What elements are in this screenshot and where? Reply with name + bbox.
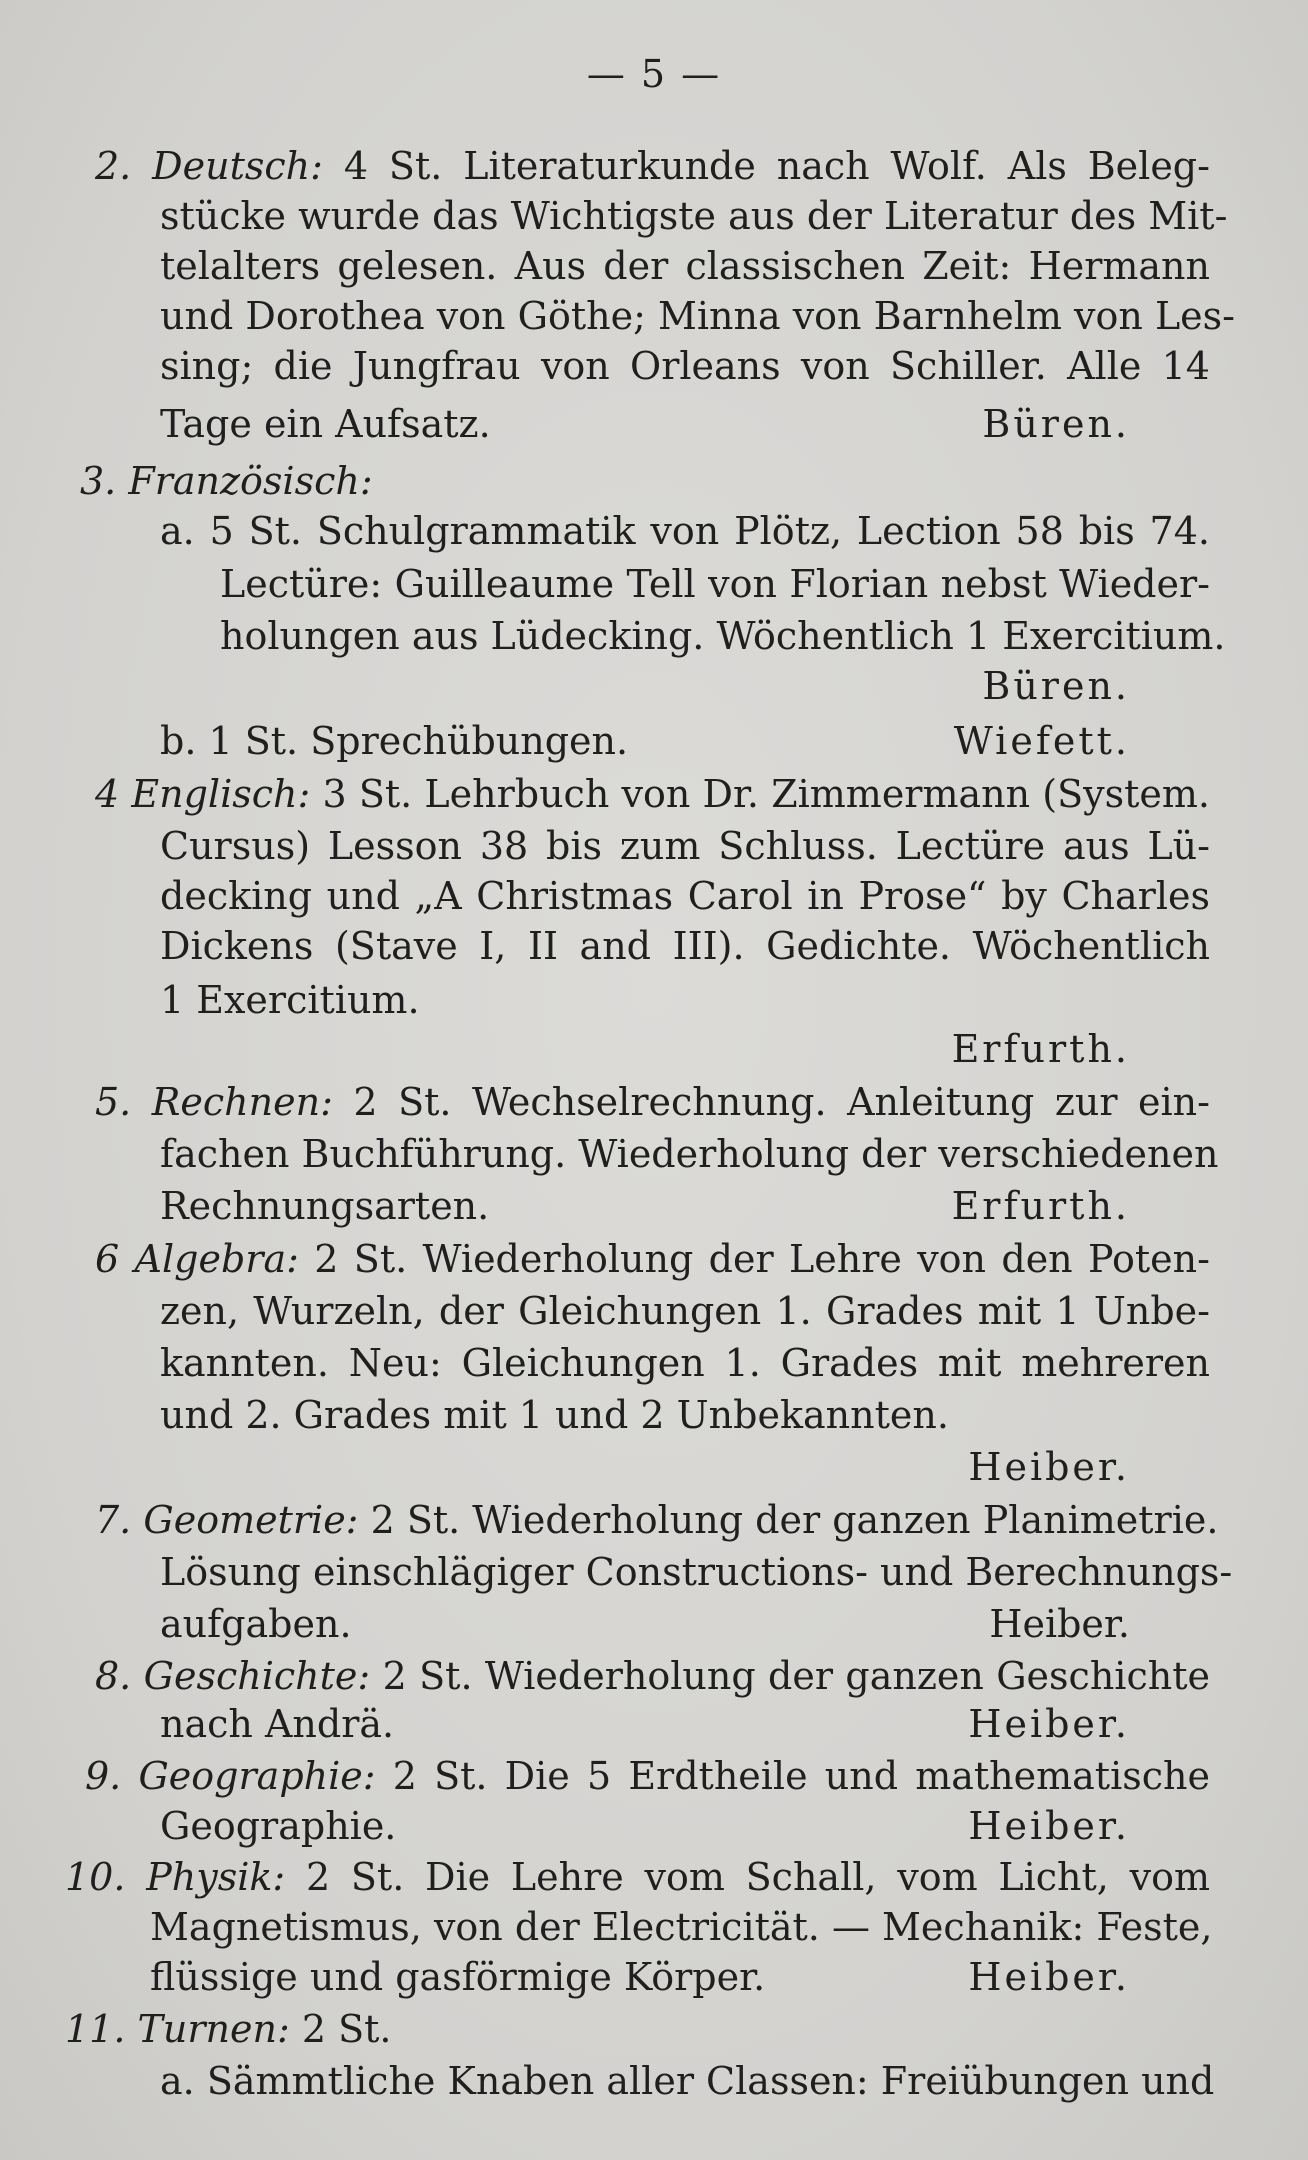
entry-englisch-line-1 <box>95 770 1210 818</box>
entry-number: 3. <box>80 459 117 503</box>
entry-physik-line-3: flüssige und gasförmige Körper. <box>150 1955 766 1999</box>
entry-turnen-a-line-1 <box>160 2057 1215 2105</box>
entry-deutsch-line-1 <box>95 142 1210 190</box>
entry-turnen-line-1 <box>65 2005 392 2053</box>
entry-text: Sämmtliche Knaben aller Classen: Freiübungen und <box>206 2059 1215 2103</box>
entry-algebra-line-4: und 2. Grades mit 1 und 2 Unbekannten. <box>160 1393 949 1437</box>
entry-text: 2 St. Wiederholung der ganzen Geschichte <box>382 1654 1210 1698</box>
teacher-name: Heiber. <box>989 1602 1130 1646</box>
entry-geographie-line-1 <box>85 1752 1210 1800</box>
entry-geometrie-line-2: Lösung einschlägiger Constructions- und Berechnungs- <box>160 1550 1233 1594</box>
entry-algebra-line-2: zen, Wurzeln, der Gleichungen 1. Grades mit 1 Unbe- <box>160 1289 1210 1333</box>
subject-deutsch: Deutsch: <box>152 144 323 188</box>
sub-label: a. <box>160 509 195 553</box>
teacher-name: Erfurth. <box>951 1027 1130 1071</box>
teacher-name: Erfurth. <box>951 1184 1130 1228</box>
teacher-name: Heiber. <box>968 1445 1130 1489</box>
entry-englisch-line-2: Cursus) Lesson 38 bis zum Schluss. Lectüre aus Lü- <box>160 824 1210 868</box>
entry-number: 7. <box>95 1498 132 1542</box>
entry-rechnen-line-1 <box>95 1078 1210 1126</box>
entry-text: 4 St. Literaturkunde nach Wolf. Als Beleg- <box>343 144 1210 188</box>
page-number: — 5 — <box>586 52 722 96</box>
subject-englisch: Englisch: <box>131 772 311 816</box>
entry-number: 11. <box>65 2007 126 2051</box>
subject-geschichte: Geschichte: <box>143 1654 371 1698</box>
entry-englisch-line-3: decking und „A Christmas Carol in Prose“ by Charles <box>160 874 1210 918</box>
entry-text: 2 St. Wechselrechnung. Anleitung zur ein- <box>353 1080 1210 1124</box>
entry-number: 10. <box>65 1855 126 1899</box>
entry-number: 9. <box>85 1754 122 1798</box>
entry-number: 4 <box>95 772 120 816</box>
teacher-name: Heiber. <box>968 1804 1130 1848</box>
subject-geometrie: Geometrie: <box>143 1498 359 1542</box>
entry-text: 5 St. Schulgrammatik von Plötz, Lection 58 bis 74. <box>209 509 1210 553</box>
entry-number: 5. <box>95 1080 132 1124</box>
entry-englisch-line-5: 1 Exercitium. <box>160 978 420 1022</box>
entry-physik-line-1 <box>65 1853 1210 1901</box>
subject-algebra: Algebra: <box>134 1237 299 1281</box>
entry-franzoesisch-a-line-2: Lectüre: Guilleaume Tell von Florian nebst Wieder- <box>220 562 1210 606</box>
teacher-name: Wiefett. <box>953 719 1130 763</box>
entry-algebra-line-1 <box>95 1235 1210 1283</box>
entry-deutsch-line-3: telalters gelesen. Aus der classischen Zeit: Hermann <box>160 244 1210 288</box>
entry-text: 2 St. Wiederholung der ganzen Planimetrie. <box>370 1498 1219 1542</box>
entry-geschichte-line-2: nach Andrä. <box>160 1702 395 1746</box>
entry-rechnen-line-3: Rechnungsarten. <box>160 1184 490 1228</box>
entry-englisch-line-4: Dickens (Stave I, II and III). Gedichte. Wöchentlich <box>160 924 1210 968</box>
entry-text: 2 St. <box>301 2007 392 2051</box>
entry-deutsch-line-2: stücke wurde das Wichtigste aus der Literatur des Mit- <box>160 194 1228 238</box>
subject-physik: Physik: <box>146 1855 286 1899</box>
entry-franzoesisch-b-line <box>160 717 628 765</box>
entry-text: 3 St. Lehrbuch von Dr. Zimmermann (System. <box>322 772 1210 816</box>
entry-text: 2 St. Die 5 Erdtheile und mathematische <box>392 1754 1210 1798</box>
entry-geographie-line-2: Geographie. <box>160 1804 397 1848</box>
entry-geschichte-line-1 <box>95 1652 1210 1700</box>
teacher-name: Heiber. <box>968 1955 1130 1999</box>
entry-franzoesisch-heading <box>80 457 373 505</box>
entry-physik-line-2: Magnetismus, von der Electricität. — Mechanik: Feste, <box>150 1905 1213 1949</box>
sub-label: b. <box>160 719 197 763</box>
entry-geometrie-line-3: aufgaben. <box>160 1602 352 1646</box>
teacher-name: Heiber. <box>968 1702 1130 1746</box>
entry-number: 6 <box>95 1237 120 1281</box>
entry-deutsch-line-4: und Dorothea von Göthe; Minna von Barnhelm von Les- <box>160 294 1236 338</box>
entry-text: 2 St. Wiederholung der Lehre von den Poten- <box>314 1237 1210 1281</box>
entry-franzoesisch-a-line-1 <box>160 507 1210 555</box>
teacher-name: Büren. <box>982 402 1130 446</box>
entry-number: 8. <box>95 1654 132 1698</box>
entry-franzoesisch-a-line-3: holungen aus Lüdecking. Wöchentlich 1 Exercitium. <box>220 614 1226 658</box>
teacher-name: Büren. <box>982 664 1130 708</box>
subject-geographie: Geographie: <box>138 1754 376 1798</box>
entry-algebra-line-3: kannten. Neu: Gleichungen 1. Grades mit mehreren <box>160 1341 1210 1385</box>
entry-number: 2. <box>95 144 132 188</box>
entry-rechnen-line-2: fachen Buchführung. Wiederholung der verschiedenen <box>160 1132 1219 1176</box>
subject-turnen: Turnen: <box>137 2007 290 2051</box>
sub-label: a. <box>160 2059 195 2103</box>
entry-deutsch-line-6: Tage ein Aufsatz. <box>160 402 491 446</box>
entry-text: 1 St. Sprechübungen. <box>208 719 629 763</box>
entry-geometrie-line-1 <box>95 1496 1219 1544</box>
subject-franzoesisch: Französisch: <box>128 459 373 503</box>
entry-text: 2 St. Die Lehre vom Schall, vom Licht, vom <box>305 1855 1210 1899</box>
subject-rechnen: Rechnen: <box>151 1080 333 1124</box>
entry-deutsch-line-5: sing; die Jungfrau von Orleans von Schiller. Alle 14 <box>160 344 1210 388</box>
